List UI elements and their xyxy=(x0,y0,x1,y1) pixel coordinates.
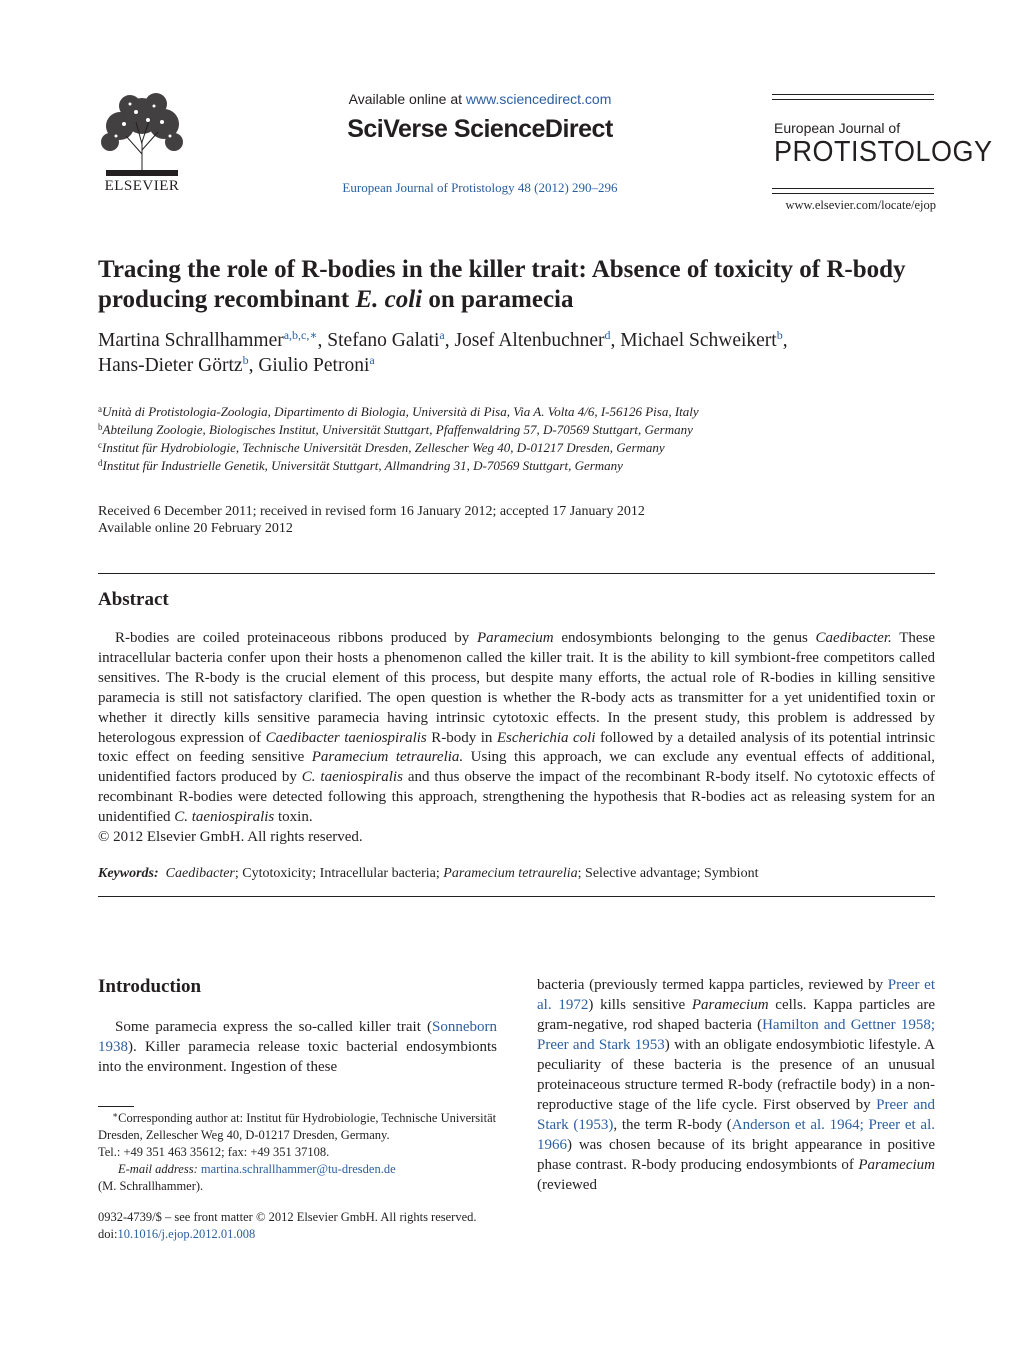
text-run: , the term R-body ( xyxy=(613,1117,732,1133)
journal-rule-top-2 xyxy=(772,99,934,100)
italic-term: Caedibacter. xyxy=(815,630,892,646)
title-text-2: on paramecia xyxy=(422,286,574,313)
text-run: Some paramecia express the so-called killer trait ( xyxy=(115,1019,432,1035)
author-name: Martina Schrallhammer xyxy=(98,330,284,351)
divider-bottom xyxy=(98,896,935,897)
affiliation-item xyxy=(98,439,938,457)
author-name: Michael Schweikert xyxy=(620,330,777,351)
text-run: followed by a detailed analysis of its potential intrinsic toxic effect on feeding sensitive xyxy=(98,729,936,766)
doi-label: doi: xyxy=(98,1227,118,1241)
email-link[interactable]: martina.schrallhammer@tu-dresden.de xyxy=(200,1162,396,1176)
text-run: and thus observe the impact of the recombinant R-body itself. No cytotoxic effects of recombinant R-bodies were detected following this approach, strengthening the hypothesis that R-bodies act as releasing system for an unidentified xyxy=(98,769,935,826)
issn-line: 0932-4739/$ – see front matter © 2012 Elsevier GmbH. All rights reserved. xyxy=(98,1210,477,1224)
text-run: ). Killer paramecia release toxic bacterial endosymbionts into the environment. Ingestion of these xyxy=(98,1039,497,1075)
journal-rule-bottom-2 xyxy=(772,193,934,194)
text-run: ) kills sensitive xyxy=(588,997,692,1013)
author-name: Stefano Galati xyxy=(327,330,440,351)
affiliation-item xyxy=(98,457,938,475)
author-list: Martina Schrallhammer$^{a,b,c,∗}$, Stefano Galati$^a$, Josef Altenbuchner$^d$, Michael Schweikert$^b$, Hans-Dieter Görtz$^b$, Giulio Petroni$^a$ xyxy=(98,328,788,376)
divider-top xyxy=(98,573,935,574)
text-run: toxin. xyxy=(274,809,313,826)
keywords-label: Keywords: xyxy=(98,866,159,881)
italic-term: Paramecium tetraurelia. xyxy=(311,749,464,766)
reference-link[interactable]: Anderson et al. 1964; Preer et al. 1966 xyxy=(537,1117,935,1153)
italic-term: Caedibacter taeniospiralis xyxy=(265,729,427,746)
affiliation-text: Abteilung Zoologie, Biologisches Institut, Universität Stuttgart, Pfaffenwaldring 57, D-70569 Stuttgart, Germany xyxy=(102,422,693,437)
text-run: These intracellular bacteria confer upon their hosts a phenomenon called the killer trait. It is the ability to kill symbiont-free competitors called sensitives. The R-body is the crucial element of this process, but despite many efforts, the actual role of R-bodies in killing sensitive paramecia is still not satisfactory clarified. The open question is whether the R-body acts as transmitter for a yet unidentified toxin or whether it directly kills sensitive paramecia having intrinsic cytotoxic effects. In the present study, this problem is addressed by heterologous expression of xyxy=(98,630,936,746)
affiliation-key: a xyxy=(98,404,102,414)
author-affiliation-marker[interactable]: a,b,c,∗ xyxy=(283,328,318,342)
text-run: ) was chosen because of its bright appearance in positive phase contrast. R-body producing endosymbionts of xyxy=(537,1137,935,1173)
italic-term: Paramecium tetraurelia xyxy=(443,866,578,881)
received-dates: Received 6 December 2011; received in revised form 16 January 2012; accepted 17 January 2012 xyxy=(98,504,645,519)
available-online-label: Available online at xyxy=(348,91,466,107)
available-online-date: Available online 20 February 2012 xyxy=(98,520,293,536)
title-text-italic: E. coli xyxy=(355,286,423,313)
email-label: E-mail address: xyxy=(118,1162,198,1176)
affiliation-key: b xyxy=(98,422,103,432)
article-title xyxy=(98,255,938,315)
introduction-column-1 xyxy=(98,1017,497,1077)
journal-rule-top xyxy=(772,94,934,95)
journal-name-line1: European Journal of xyxy=(774,120,901,136)
corresponding-author-footnote xyxy=(98,1110,500,1195)
abstract-text xyxy=(98,629,935,828)
italic-term: Paramecium xyxy=(476,630,554,646)
front-matter xyxy=(98,1209,518,1243)
sciverse-brand: SciVerse ScienceDirect xyxy=(347,115,613,143)
italic-term: Escherichia coli xyxy=(496,729,596,746)
text-run: bacteria (previously termed kappa particles, reviewed by xyxy=(537,977,888,993)
author-name: Josef Altenbuchner xyxy=(454,330,605,351)
footnote-author-name: (M. Schrallhammer). xyxy=(98,1179,204,1193)
text-run: ; Selective advantage; Symbiont xyxy=(577,866,759,881)
keywords-list xyxy=(166,866,759,881)
affiliation-text: Unità di Protistologia-Zoologia, Dipartimento di Biologia, Università di Pisa, Via A. Volta 4/6, I-56126 Pisa, Italy xyxy=(102,404,699,419)
italic-term: Paramecium xyxy=(691,997,769,1013)
reference-link[interactable]: Preer et al. 1972 xyxy=(537,977,935,1013)
affiliation-text: Institut für Industrielle Genetik, Universität Stuttgart, Allmandring 31, D-70569 Stuttgart, Germany xyxy=(102,458,623,473)
text-run: ) with an obligate endosymbiotic lifestyle. A peculiarity of these bacteria is the presence of an unusual proteinaceous structure termed R-body (refractile body) in a non-reproductive stage of the life cycle. First observed by xyxy=(537,1037,935,1113)
affiliation-key: c xyxy=(98,440,102,450)
available-online xyxy=(270,91,690,107)
affiliation-item xyxy=(98,421,938,439)
reference-link[interactable]: Sonneborn 1938 xyxy=(98,1019,497,1055)
italic-term: C. taeniospiralis xyxy=(301,769,403,786)
keywords xyxy=(98,866,935,882)
italic-term: Caedibacter xyxy=(165,866,235,881)
text-run: Using this approach, we can exclude any eventual effects of additional, unidentified factors produced by xyxy=(98,749,935,786)
publisher-name: ELSEVIER xyxy=(104,178,180,194)
text-run: R-bodies are coiled proteinaceous ribbons produced by xyxy=(115,630,477,646)
author-affiliation-marker[interactable]: a xyxy=(439,328,445,342)
author-affiliation-marker[interactable]: a xyxy=(369,353,375,367)
text-run: ; Cytotoxicity; Intracellular bacteria; xyxy=(234,866,444,881)
journal-url[interactable]: www.elsevier.com/locate/ejop xyxy=(785,198,936,212)
author-affiliation-marker[interactable]: b xyxy=(776,328,783,342)
doi-link[interactable]: 10.1016/j.ejop.2012.01.008 xyxy=(117,1227,256,1241)
italic-term: C. taeniospiralis xyxy=(174,809,275,826)
author-affiliation-marker[interactable]: b xyxy=(242,353,249,367)
author-name: Hans-Dieter Görtz xyxy=(98,355,243,376)
text-run: (reviewed xyxy=(537,1177,597,1193)
text-run: endosymbionts belonging to the genus xyxy=(553,630,816,646)
journal-name-line2: PROTISTOLOGY xyxy=(774,136,993,168)
reference-link[interactable]: Hamilton and Gettner 1958; Preer and Stark 1953 xyxy=(537,1017,935,1053)
abstract-heading: Abstract xyxy=(98,589,169,610)
text-run: R-body in xyxy=(426,729,497,746)
affiliation-key: d xyxy=(98,458,103,468)
footnote-marker: ∗ xyxy=(112,1110,119,1120)
reference-link[interactable]: Preer and Stark (1953) xyxy=(537,1097,935,1133)
affiliation-text: Institut für Hydrobiologie, Technische Universität Dresden, Zellescher Weg 40, D-01217 Dresden, Germany xyxy=(102,440,665,455)
text-run: cells. Kappa particles are gram-negative, rod shaped bacteria ( xyxy=(537,997,936,1033)
author-affiliation-marker[interactable]: d xyxy=(604,328,611,342)
journal-citation[interactable]: European Journal of Protistology 48 (2012) 290–296 xyxy=(342,180,618,195)
introduction-column-2 xyxy=(537,975,935,1195)
footnote-phone: Tel.: +49 351 463 35612; fax: +49 351 37108. xyxy=(98,1145,330,1159)
affiliations xyxy=(98,403,938,475)
footnote-text: Corresponding author at: Institut für Hydrobiologie, Technische Universität Dresden, Zellescher Weg 40, D-01217 Dresden, Germany. xyxy=(98,1111,497,1142)
article-dates xyxy=(98,504,938,537)
affiliation-item xyxy=(98,403,938,421)
journal-rule-bottom xyxy=(772,188,934,189)
abstract-copyright: © 2012 Elsevier GmbH. All rights reserved. xyxy=(98,829,363,845)
italic-term: Paramecium xyxy=(858,1157,935,1173)
introduction-heading: Introduction xyxy=(98,976,202,997)
sciencedirect-link[interactable]: www.sciencedirect.com xyxy=(465,91,612,107)
author-name: Giulio Petroni xyxy=(258,355,370,376)
footnote-rule xyxy=(98,1106,134,1107)
title-text-1: Tracing the role of R-bodies in the killer trait: Absence of toxicity of R-body producing recombinant xyxy=(98,256,906,313)
